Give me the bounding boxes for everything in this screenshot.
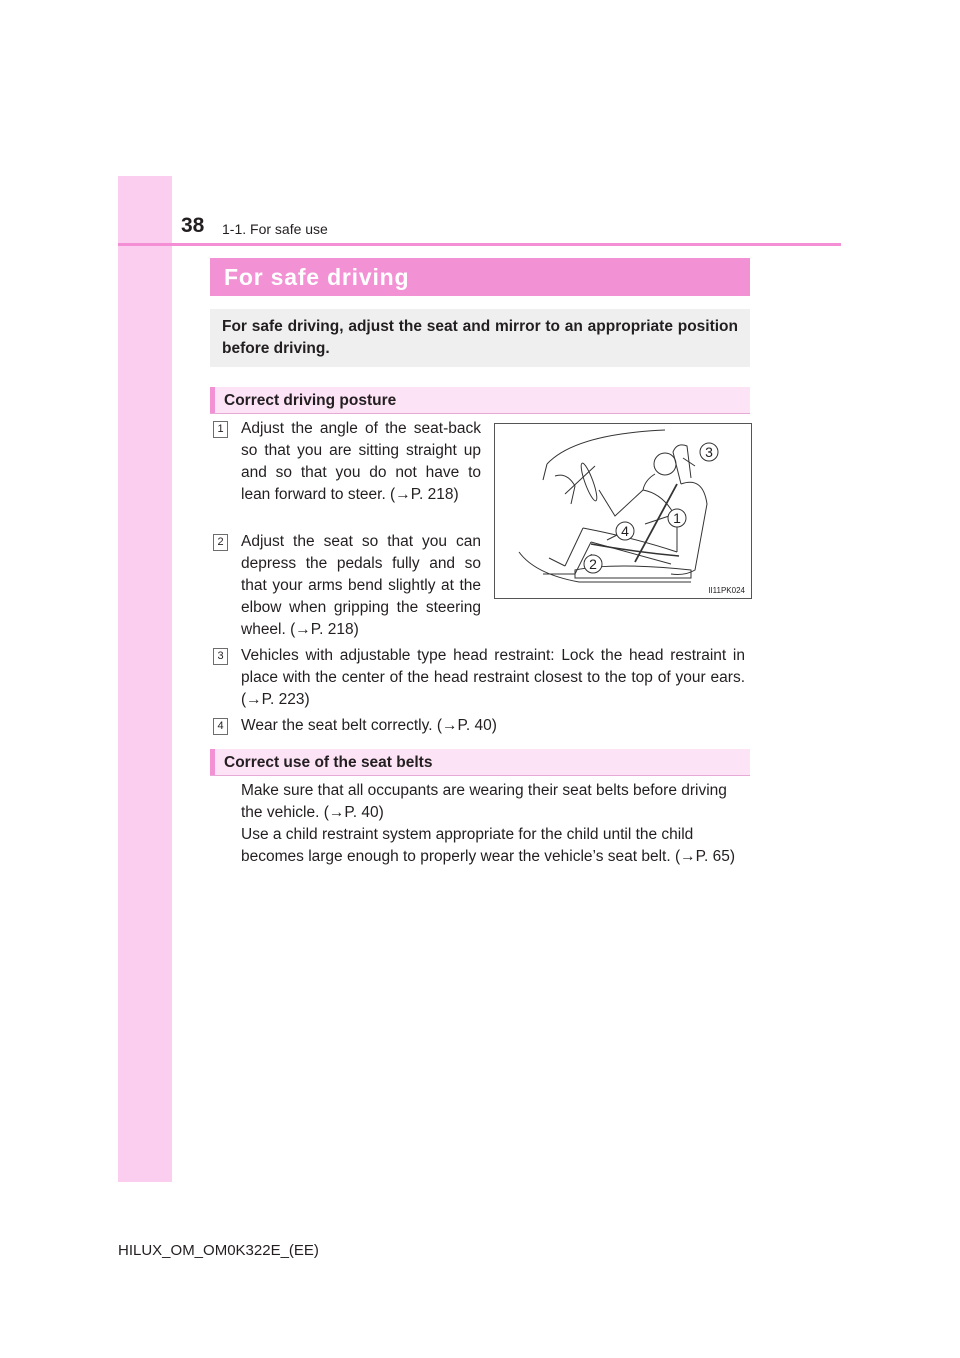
posture-item-text: Vehicles with adjustable type head restraint: Lock the head restraint in place with the center of the head restraint closest to the top of your ears. (→P. 223) [241,647,745,708]
driving-posture-figure [494,423,752,599]
posture-item-1 [213,418,481,530]
figure-callout: 4 [621,523,629,539]
page-title: For safe driving [224,264,410,290]
title-banner [210,258,750,296]
section-reference: 1-1. For safe use [222,221,328,237]
number-box: 4 [213,718,228,735]
page-number: 38 [181,214,205,237]
figure-code: II11PK024 [708,586,745,595]
subheading-posture-text: Correct driving posture [224,392,397,409]
subheading-seat-belts [210,749,750,776]
subheading-posture [210,387,750,414]
page-side-tab [118,176,172,1182]
intro-box [210,309,750,367]
posture-item-4 [213,715,745,739]
figure-callout: 2 [589,556,597,572]
figure-callout: 1 [673,510,681,526]
number-box: 2 [213,534,228,551]
seat-belt-paragraph-2: Use a child restraint system appropriate for the child until the child becomes large enough to properly wear the vehicle’s seat belt. (→P. 65) [241,826,735,865]
posture-item-text: Wear the seat belt correctly. (→P. 40) [241,717,497,734]
posture-item-2 [213,531,481,643]
document-code: HILUX_OM_OM0K322E_(EE) [118,1242,319,1259]
intro-text: For safe driving, adjust the seat and mirror to an appropriate position before driving. [222,318,738,357]
posture-item-text: Adjust the angle of the seat-back so that you are sitting straight up and so that you do not have to lean forward to steer. (→P. 218) [241,420,481,503]
number-box: 1 [213,421,228,438]
seat-belt-paragraph-1: Make sure that all occupants are wearing their seat belts before driving the vehicle. (→P. 40) [241,782,727,821]
posture-item-3 [213,645,745,713]
posture-item-text: Adjust the seat so that you can depress the pedals fully and so that your arms bend slightly at the elbow when gripping the steering wheel. (→P. 218) [241,533,481,638]
subheading-seat-belts-text: Correct use of the seat belts [224,754,433,771]
driver-seated-illustration [495,424,751,598]
header-divider [118,243,841,246]
figure-callout: 3 [705,444,713,460]
number-box: 3 [213,648,228,665]
